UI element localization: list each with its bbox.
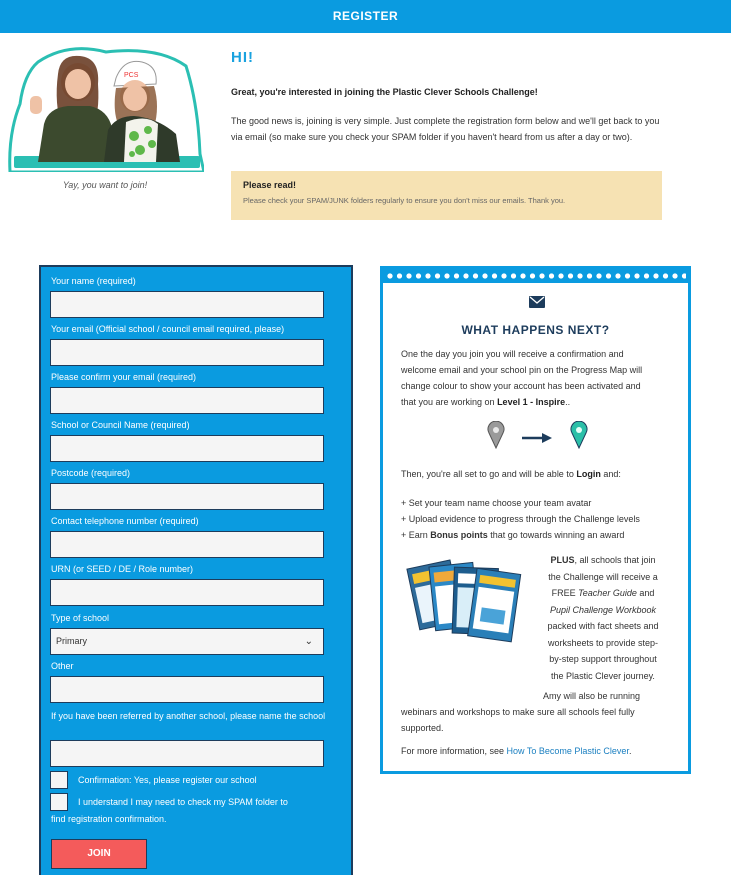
intro-body: The good news is, joining is very simple. Just complete the registration form below and we'll get back to you via email (so make sure you check your SPAM folder if you haven't heard from us after a day or two). bbox=[231, 116, 660, 142]
other-label: Other bbox=[51, 661, 74, 671]
what-happens-next-panel bbox=[380, 266, 691, 774]
spam-check-label-line1: I understand I may need to check my SPAM folder to bbox=[78, 797, 288, 807]
school-type-label: Type of school bbox=[51, 613, 110, 623]
p1-end: .. bbox=[565, 397, 571, 407]
plus-line-8: the Plastic Clever journey. bbox=[551, 670, 655, 681]
confirm-email-input[interactable] bbox=[50, 387, 324, 414]
svg-text:PCS: PCS bbox=[124, 72, 139, 79]
spam-notice bbox=[231, 171, 662, 220]
school-name-input[interactable] bbox=[50, 435, 324, 462]
p2-end: and: bbox=[600, 469, 621, 479]
referred-label: If you have been referred by another school, please name the school bbox=[51, 711, 326, 721]
plus-line-6: worksheets to provide step- bbox=[547, 637, 659, 648]
school-type-value: Primary bbox=[56, 636, 87, 646]
login-word: Login bbox=[576, 469, 601, 479]
dotted-border bbox=[386, 272, 686, 280]
arrow-right-icon bbox=[522, 433, 552, 443]
teacher-guide: Teacher Guide bbox=[578, 588, 637, 598]
panel-paragraph-2 bbox=[401, 466, 621, 482]
confirm-register-label: Confirmation: Yes, please register our school bbox=[78, 775, 257, 785]
plus-line-3 bbox=[528, 585, 678, 602]
school-name-label: School or Council Name (required) bbox=[51, 420, 190, 430]
p2-text: Then, you're all set to go and will be able to bbox=[401, 469, 577, 479]
bullet3-end: that go towards winning an award bbox=[487, 530, 625, 540]
benefits-list bbox=[401, 495, 640, 543]
plus-line-2: the Challenge will receive a bbox=[548, 571, 658, 582]
page-header: REGISTER bbox=[0, 0, 731, 33]
email-label: Your email (Official school / council email required, please) bbox=[51, 324, 285, 334]
postcode-input[interactable] bbox=[50, 483, 324, 510]
photo-caption: Yay, you want to join! bbox=[62, 180, 148, 190]
plus-line-4 bbox=[528, 602, 678, 619]
phone-input[interactable] bbox=[50, 531, 324, 558]
pupil-workbook: Pupil Challenge Workbook bbox=[549, 604, 657, 615]
registration-form bbox=[39, 265, 353, 875]
teacher-guide-workbook-image bbox=[405, 554, 525, 654]
intro-lead: Great, you're interested in joining the Plastic Clever Schools Challenge! bbox=[231, 87, 538, 97]
map-pin-green-icon bbox=[570, 421, 588, 449]
other-input[interactable] bbox=[50, 676, 324, 703]
email-input[interactable] bbox=[50, 339, 324, 366]
notice-text: Please check your SPAM/JUNK folders regularly to ensure you don't miss our emails. Thank you. bbox=[243, 196, 566, 205]
p1-text: that you are working on bbox=[401, 397, 498, 407]
plus-word: PLUS bbox=[550, 555, 575, 565]
more-text: For more information, see bbox=[401, 746, 507, 756]
plus-line-5: packed with fact sheets and bbox=[547, 621, 659, 631]
postcode-label: Postcode (required) bbox=[51, 468, 131, 478]
list-item bbox=[401, 527, 640, 543]
greeting-heading: HI! bbox=[231, 49, 254, 66]
students-photo bbox=[8, 44, 204, 172]
amy-text: Amy will also be running webinars and workshops to make sure all schools feel fully supported. bbox=[401, 691, 641, 733]
spam-check-label-line2: find registration confirmation. bbox=[51, 814, 167, 824]
plus-line-7: by-step support throughout bbox=[549, 654, 657, 664]
name-input[interactable] bbox=[50, 291, 324, 318]
plus-paragraph bbox=[528, 552, 678, 684]
list-item: + Upload evidence to progress through the Challenge levels bbox=[401, 514, 640, 524]
list-item: + Set your team name choose your team avatar bbox=[401, 498, 592, 508]
bonus-points: Bonus points bbox=[430, 530, 488, 540]
p1-line-1: One the day you join you will receive a confirmation and bbox=[401, 349, 624, 359]
more-info bbox=[401, 746, 631, 756]
how-to-become-plastic-clever-link[interactable]: How To Become Plastic Clever bbox=[506, 746, 629, 756]
p1-line-4 bbox=[401, 394, 642, 410]
plus-line-1 bbox=[528, 552, 678, 569]
referred-input[interactable] bbox=[50, 740, 324, 767]
spam-check-checkbox[interactable] bbox=[50, 793, 68, 811]
panel-title: WHAT HAPPENS NEXT? bbox=[461, 323, 610, 337]
confirm-email-label: Please confirm your email (required) bbox=[51, 372, 197, 382]
panel-paragraph-1 bbox=[401, 346, 642, 410]
and-word: and bbox=[636, 588, 655, 598]
urn-input[interactable] bbox=[50, 579, 324, 606]
confirm-register-checkbox[interactable] bbox=[50, 771, 68, 789]
envelope-icon bbox=[529, 296, 545, 308]
plus-text-1: , all schools that join bbox=[574, 555, 656, 565]
join-button[interactable]: JOIN bbox=[51, 839, 147, 869]
chevron-down-icon: ⌄ bbox=[304, 636, 313, 647]
name-label: Your name (required) bbox=[51, 276, 136, 286]
p1-line-2: welcome email and your school pin on the Progress Map will bbox=[401, 365, 643, 375]
p1-line-3: change colour to show your account has been activated and bbox=[401, 381, 641, 391]
amy-paragraph bbox=[401, 688, 671, 736]
bullet3-text: + Earn bbox=[401, 530, 431, 540]
more-end: . bbox=[628, 746, 632, 756]
level-name: Level 1 - Inspire bbox=[497, 397, 566, 407]
phone-label: Contact telephone number (required) bbox=[51, 516, 199, 526]
map-pin-grey-icon bbox=[487, 421, 505, 449]
school-type-select[interactable] bbox=[50, 628, 324, 655]
notice-title: Please read! bbox=[243, 180, 297, 190]
panel-top-bar bbox=[383, 269, 688, 283]
free-word: FREE bbox=[551, 588, 579, 598]
urn-label: URN (or SEED / DE / Role number) bbox=[51, 564, 194, 574]
